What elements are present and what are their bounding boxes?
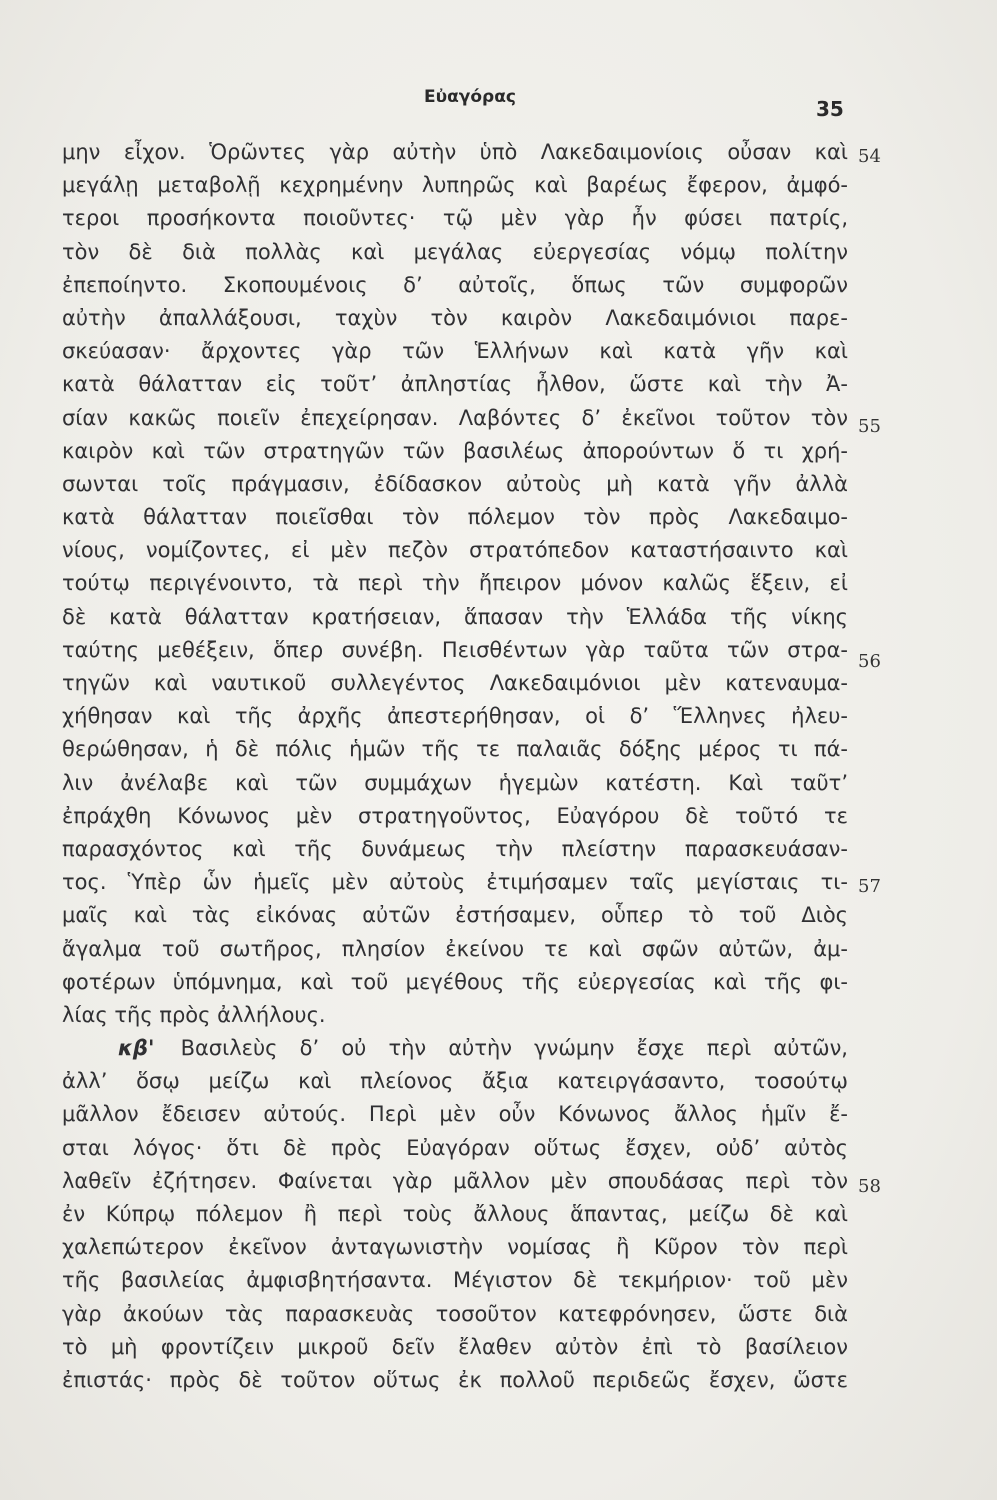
text-line: μην εἶχον. Ὁρῶντες γὰρ αὐτὴν ὑπὸ Λακεδαιμονίοις οὖσαν καὶ [62, 140, 848, 164]
text-line: θερώθησαν, ἡ δὲ πόλις ἡμῶν τῆς τε παλαιᾶς δόξης μέρος τι πά- [62, 737, 848, 762]
text-line: ἐπεποίηντο. Σκοπουμένοις δ’ αὐτοῖς, ὅπως τῶν συμφορῶν [62, 272, 848, 297]
section-number: 58 [858, 1176, 881, 1197]
text-line: νίους, νομίζοντες, εἰ μὲν πεζὸν στρατόπεδον καταστήσαιντο καὶ [62, 538, 848, 563]
text-line: σκεύασαν· ἄρχοντες γὰρ τῶν Ἑλλήνων καὶ κατὰ γῆν καὶ [62, 339, 848, 364]
chapter-marker: κβ' [118, 1036, 155, 1061]
text-line: κατὰ θάλατταν εἰς τοῦτ’ ἀπληστίας ἦλθον, ὥστε καὶ τὴν Ἀ- [62, 372, 848, 397]
text-line: χήθησαν καὶ τῆς ἀρχῆς ἀπεστερήθησαν, οἱ δ’ Ἕλληνες ἠλευ- [62, 704, 848, 729]
section-number: 56 [858, 651, 881, 672]
text-line: τὸν δὲ διὰ πολλὰς καὶ μεγάλας εὐεργεσίας νόμῳ πολίτην [62, 239, 848, 264]
text-line: μᾶλλον ἔδεισεν αὐτούς. Περὶ μὲν οὖν Κόνωνος ἄλλος ἡμῖν ἔ- [62, 1102, 848, 1127]
running-head: Εὐαγόρας [424, 87, 516, 107]
text-line: λαθεῖν ἐζήτησεν. Φαίνεται γὰρ μᾶλλον μὲν σπουδάσας περὶ τὸν [62, 1168, 848, 1193]
text-line: δὲ κατὰ θάλατταν κρατήσειαν, ἅπασαν τὴν Ἑλλάδα τῆς νίκης [62, 604, 848, 629]
text-line: σίαν κακῶς ποιεῖν ἐπεχείρησαν. Λαβόντες δ’ ἐκεῖνοι τοῦτον τὸν [62, 405, 848, 430]
text-line: φοτέρων ὑπόμνημα, καὶ τοῦ μεγέθους τῆς εὐεργεσίας καὶ τῆς φι- [62, 969, 848, 994]
text-line: ἀλλ’ ὅσῳ μείζω καὶ πλείονος ἄξια κατειργάσαντο, τοσούτῳ [62, 1069, 848, 1094]
page-number: 35 [816, 97, 844, 121]
section-number: 54 [858, 146, 881, 167]
text-line: γὰρ ἀκούων τὰς παρασκευὰς τοσοῦτον κατεφρόνησεν, ὥστε διὰ [62, 1301, 848, 1326]
text-line: τος. Ὑπὲρ ὧν ἡμεῖς μὲν αὐτοὺς ἐτιμήσαμεν ταῖς μεγίσταις τι- [62, 870, 848, 895]
text-line: ἐπιστάς· πρὸς δὲ τοῦτον οὕτως ἐκ πολλοῦ περιδεῶς ἔσχεν, ὥστε [62, 1367, 848, 1392]
text-line: αὐτὴν ἀπαλλάξουσι, ταχὺν τὸν καιρὸν Λακεδαιμόνιοι παρε- [62, 305, 848, 330]
text-line: τούτῳ περιγένοιντο, τὰ περὶ τὴν ἤπειρον μόνον καλῶς ἕξειν, εἰ [62, 571, 848, 596]
text-line: ἐν Κύπρῳ πόλεμον ἢ περὶ τοὺς ἄλλους ἅπαντας, μείζω δὲ καὶ [62, 1202, 848, 1226]
text-line: χαλεπώτερον ἐκεῖνον ἀνταγωνιστὴν νομίσας ἢ Κῦρον τὸν περὶ [62, 1235, 848, 1260]
text-line: τὸ μὴ φροντίζειν μικροῦ δεῖν ἔλαθεν αὐτὸν ἐπὶ τὸ βασίλειον [62, 1334, 848, 1359]
text-line: κατὰ θάλατταν ποιεῖσθαι τὸν πόλεμον τὸν πρὸς Λακεδαιμο- [62, 505, 848, 530]
text-line: ἐπράχθη Κόνωνος μὲν στρατηγοῦντος, Εὐαγόρου δὲ τοῦτό τε [62, 803, 848, 828]
text-line: τῆς βασιλείας ἀμφισβητήσαντα. Μέγιστον δὲ τεκμήριον· τοῦ μὲν [62, 1268, 848, 1293]
body-text [62, 136, 848, 1397]
text-line: σται λόγος· ὅτι δὲ πρὸς Εὐαγόραν οὕτως ἔσχεν, οὐδ’ αὐτὸς [62, 1135, 848, 1160]
text-line: ἄγαλμα τοῦ σωτῆρος, πλησίον ἐκείνου τε καὶ σφῶν αὐτῶν, ἀμ- [62, 936, 848, 961]
text-line: παρασχόντος καὶ τῆς δυνάμεως τὴν πλείστην παρασκευάσαν- [62, 836, 848, 861]
text-line: τεροι προσήκοντα ποιοῦντες· τῷ μὲν γὰρ ἦν φύσει πατρίς, [62, 206, 848, 231]
text-line: ταύτης μεθέξειν, ὅπερ συνέβη. Πεισθέντων γὰρ ταῦτα τῶν στρα- [62, 637, 848, 662]
section-number: 57 [858, 876, 881, 897]
section-number: 55 [858, 416, 881, 437]
text-line: σωνται τοῖς πράγμασιν, ἐδίδασκον αὐτοὺς μὴ κατὰ γῆν ἀλλὰ [62, 471, 848, 496]
chapter-start-text: Βασιλεὺς δ’ οὐ τὴν αὐτὴν γνώμην ἔσχε περὶ αὐτῶν, [180, 1036, 848, 1061]
paragraph-end-line: λίας τῆς πρὸς ἀλλήλους. [62, 1002, 326, 1027]
chapter-start-line [62, 1032, 848, 1065]
text-line: τηγῶν καὶ ναυτικοῦ συλλεγέντος Λακεδαιμόνιοι μὲν κατεναυμα- [62, 671, 848, 695]
text-line: καιρὸν καὶ τῶν στρατηγῶν τῶν βασιλέως ἀπορούντων ὅ τι χρή- [62, 438, 848, 463]
text-line: λιν ἀνέλαβε καὶ τῶν συμμάχων ἡγεμὼν κατέστη. Καὶ ταῦτ’ [62, 770, 848, 795]
text-line: μαῖς καὶ τὰς εἰκόνας αὐτῶν ἐστήσαμεν, οὗπερ τὸ τοῦ Διὸς [62, 903, 848, 928]
text-line: μεγάλῃ μεταβολῇ κεχρημένην λυπηρῶς καὶ βαρέως ἔφερον, ἀμφό- [62, 173, 848, 198]
